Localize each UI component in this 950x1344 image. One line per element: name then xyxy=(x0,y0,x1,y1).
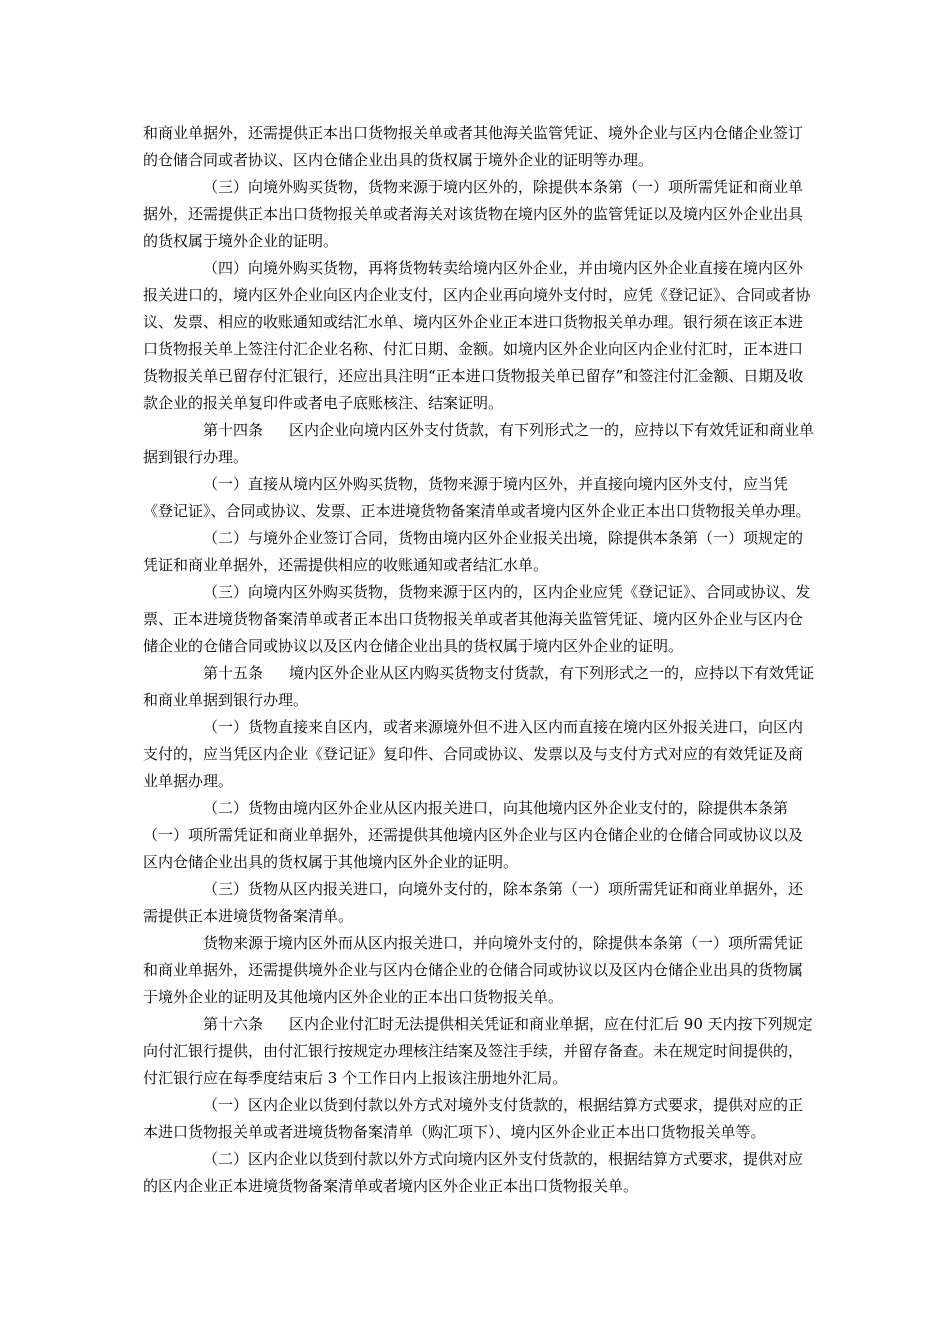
paragraph-text: 和商业单据外，还需提供正本出口货物报关单或者其他海关监管凭证、境外企业与区内仓储企业签订的仓储合同或者协议、区内仓储企业出具的货权属于境外企业的证明等办理。 xyxy=(143,124,804,169)
paragraph-item-4 xyxy=(143,255,815,417)
paragraph-text: （四）向境外购买货物，再将货物转卖给境内区外企业，并由境内区外企业直接在境内区外报关进口的，境内区外企业向区内企业支付，区内企业再向境外支付时，应凭《登记证》、合同或者协议、发票、相应的收账通知或结汇水单、境内区外企业正本进口货物报关单办理。银行须在该正本进口货物报关单上签注付汇企业名称、付汇日期、金额。如境内区外企业向区内企业付汇时，正本进口货物报关单已留存付汇银行，还应出具注明“正本进口货物报关单已留存”和签注付汇金额、日期及收款企业的报关单复印件或者电子底账核注、结案证明。 xyxy=(143,259,811,412)
paragraph-plain xyxy=(143,930,815,1011)
paragraph-item-2 xyxy=(143,525,815,579)
paragraph-item-1 xyxy=(143,471,815,525)
paragraph-text: （一）货物直接来自区内，或者来源境外但不进入区内而直接在境内区外报关进口，向区内支付的，应当凭区内企业《登记证》复印件、合同或协议、发票以及与支付方式对应的有效凭证及商业单据办理。 xyxy=(143,718,804,790)
paragraph-item-3 xyxy=(143,174,815,255)
article-label: 第十五条 xyxy=(203,664,264,682)
paragraph-item-2 xyxy=(143,1146,815,1200)
paragraph-text: （三）向境外购买货物，货物来源于境内区外的，除提供本条第（一）项所需凭证和商业单据外，还需提供正本出口货物报关单或者海关对该货物在境内区外的监管凭证以及境内区外企业出具的货权属于境外企业的证明。 xyxy=(143,178,804,250)
paragraph-text: （二）与境外企业签订合同，货物由境内区外企业报关出境，除提供本条第（一）项规定的凭证和商业单据外，还需提供相应的收账通知或者结汇水单。 xyxy=(143,529,804,574)
article-label: 第十四条 xyxy=(203,421,264,439)
article-label: 第十六条 xyxy=(203,1015,264,1033)
paragraph-item-1 xyxy=(143,1092,815,1146)
paragraph-text: （一）区内企业以货到付款以外方式对境外支付货款的，根据结算方式要求，提供对应的正本进口货物报关单或者进境货物备案清单（购汇项下）、境内区外企业正本出口货物报关单等。 xyxy=(143,1096,804,1141)
paragraph-text: （二）货物由境内区外企业从区内报关进口，向其他境内区外企业支付的，除提供本条第（一）项所需凭证和商业单据外，还需提供其他境内区外企业与区内仓储企业的仓储合同或协议以及区内仓储企业出具的货权属于其他境内区外企业的证明。 xyxy=(143,799,804,871)
paragraph-text: 境内区外企业从区内购买货物支付货款，有下列形式之一的，应持以下有效凭证和商业单据到银行办理。 xyxy=(143,664,815,709)
paragraph-text: （一）直接从境内区外购买货物，货物来源于境内区外，并直接向境内区外支付，应当凭《登记证》、合同或协议、发票、正本进境货物备案清单或者境内区外企业正本出口货物报关单办理。 xyxy=(143,475,811,520)
article-15 xyxy=(143,660,815,714)
article-14 xyxy=(143,417,815,471)
paragraph-text: 区内企业付汇时无法提供相关凭证和商业单据，应在付汇后 90 天内按下列规定向付汇银行提供，由付汇银行按规定办理核注结案及签注手续，并留存备查。未在规定时间提供的，付汇银行应在每季度结束后 3 个工作日内上报该注册地外汇局。 xyxy=(143,1015,813,1087)
paragraph-text: 区内企业向境内区外支付货款，有下列形式之一的，应持以下有效凭证和商业单据到银行办理。 xyxy=(143,421,815,466)
paragraph-text: （三）向境内区外购买货物，货物来源于区内的，区内企业应凭《登记证》、合同或协议、发票、正本进境货物备案清单或者正本出口货物报关单或者其他海关监管凭证、境内区外企业与区内仓储企业的仓储合同或协议以及区内仓储企业出具的货权属于境内区外企业的证明。 xyxy=(143,583,811,655)
paragraph-text: （二）区内企业以货到付款以外方式向境内区外支付货款的，根据结算方式要求，提供对应的区内企业正本进境货物备案清单或者境内区外企业正本出口货物报关单。 xyxy=(143,1150,804,1195)
paragraph-item-3 xyxy=(143,876,815,930)
paragraph-text: 货物来源于境内区外而从区内报关进口，并向境外支付的，除提供本条第（一）项所需凭证和商业单据外，还需提供境外企业与区内仓储企业的仓储合同或协议以及区内仓储企业出具的货物属于境外企业的证明及其他境内区外企业的正本出口货物报关单。 xyxy=(143,934,804,1006)
paragraph-continued xyxy=(143,120,815,174)
paragraph-item-3 xyxy=(143,579,815,660)
article-16 xyxy=(143,1011,815,1092)
paragraph-item-1 xyxy=(143,714,815,795)
paragraph-text: （三）货物从区内报关进口，向境外支付的，除本条第（一）项所需凭证和商业单据外，还需提供正本进境货物备案清单。 xyxy=(143,880,804,925)
paragraph-item-2 xyxy=(143,795,815,876)
document-body xyxy=(143,120,815,1200)
